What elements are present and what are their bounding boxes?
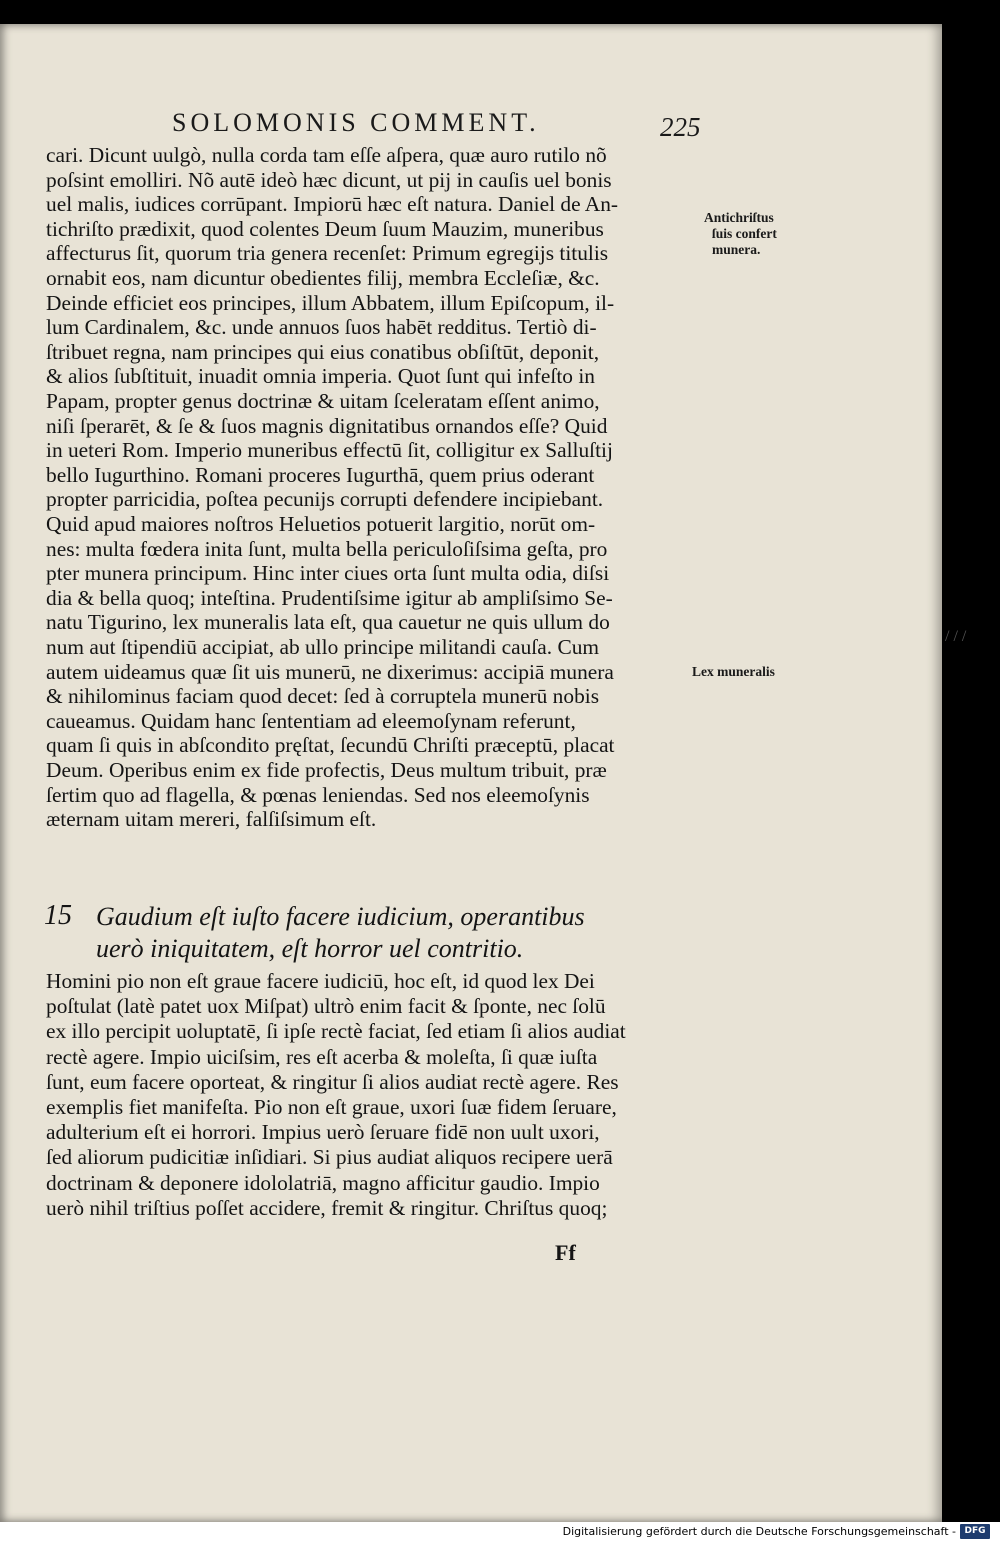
text-line: doctrinam & deponere idololatriā, magno afficitur gaudio. Impio <box>46 1171 600 1195</box>
page-number: 225 <box>660 112 701 142</box>
text-line: natu Tigurino, lex muneralis lata eſt, qua cauetur ne quis ullum do <box>46 611 610 635</box>
margin-note-line: ſuis confert <box>712 226 777 241</box>
text-line: affecturus ſit, quorum tria genera recenſet: Primum egregijs titulis <box>46 242 609 266</box>
text-line: Deinde efficiet eos principes, illum Abbatem, illum Epiſcopum, il- <box>46 291 615 315</box>
verse-line: uerò iniquitatem, eſt horror uel contritio. <box>96 934 524 963</box>
text-line: uerò nihil triſtius poſſet accidere, fremit & ringitur. Chriſtus quoq; <box>46 1196 608 1220</box>
text-line: adulterium eſt ei horrori. Impius uerò ſeruare fidē non uult uxori, <box>46 1121 600 1145</box>
text-line: in ueteri Rom. Imperio muneribus effectū ſit, colligitur ex Salluſtij <box>46 439 613 463</box>
running-head: SOLOMONIS COMMENT. <box>172 108 540 137</box>
text-line: ſtribuet regna, nam principes qui eius conatibus obſiſtūt, deponit, <box>46 340 600 364</box>
text-line: Quid apud maiores noſtros Heluetios potuerit largitio, norūt om- <box>46 513 596 536</box>
footer-credit: Digitalisierung gefördert durch die Deutsche Forschungsgemeinschaft - <box>562 1525 956 1538</box>
text-line: rectè agere. Impio uiciſsim, res eſt acerba & moleſta, ſi quæ iuſta <box>46 1045 598 1069</box>
text-line: Deum. Operibus enim ex fide profectis, Deus multum tribuit, præ <box>46 759 607 782</box>
text-line: & alios ſubſtituit, inuadit omnia imperia. Quot ſunt qui infeſto in <box>46 365 595 389</box>
text-line: tichriſto prædixit, quod colentes Deum ſuum Mauzim, muneribus <box>46 217 604 241</box>
text-line: ex illo percipit uoluptatē, ſi ipſe rectè faciat, ſed etiam ſi alios audiat <box>46 1020 626 1044</box>
text-line: uel malis, iudices corrūpant. Impiorū hæc eſt natura. Daniel de An- <box>46 193 619 217</box>
text-line: cari. Dicunt uulgò, nulla corda tam eſſe aſpera, quæ auro rutilo nõ <box>46 144 607 167</box>
footer-bar <box>0 1522 1000 1543</box>
text-line: æternam uitam mereri, falſiſsimum eſt. <box>46 808 377 832</box>
text-line: niſi ſperarēt, & ſe & ſuos magnis dignitatibus ornandos eſſe? Quid <box>46 414 608 438</box>
text-line: ſed aliorum pudicitiæ inſidiari. Si pius audiat aliquos recipere uerā <box>46 1146 613 1170</box>
text-line: poſsint emolliri. Nõ autē ideò hæc dicunt, ut pij in cauſis uel bonis <box>46 168 612 192</box>
text-line: nes: multa fœdera inita ſunt, multa bella periculoſiſsima geſta, pro <box>46 537 608 561</box>
text-line: pter munera principum. Hinc inter ciues orta ſunt multa odia, diſsi <box>46 562 610 586</box>
ink-mark: / / / <box>945 628 967 645</box>
margin-note-antichristus <box>704 210 777 258</box>
text-line: ſertim quo ad flagella, & pœnas leniendas. Sed nos eleemoſynis <box>46 783 590 807</box>
margin-note-line: Antichriſtus <box>704 210 774 225</box>
text-line: caueamus. Quidam hanc ſententiam ad eleemoſynam referunt, <box>46 709 576 733</box>
text-line: exemplis fiet manifeſta. Pio non eſt graue, uxori ſuæ fidem ſeruare, <box>46 1096 617 1119</box>
verse-line: Gaudium eſt iuſto facere iudicium, operantibus <box>96 902 585 931</box>
text-line: dia & bella quoq; inteſtina. Prudentiſsime igitur ab ampliſsimo Se- <box>46 586 613 610</box>
text-line: bello Iugurthino. Romani proceres Iugurthā, quem prius oderant <box>46 463 595 487</box>
text-line: Homini pio non eſt graue facere iudiciū, hoc eſt, id quod lex Dei <box>46 970 595 993</box>
verse-number: 15 <box>44 900 72 931</box>
text-line: quam ſi quis in abſcondito pręſtat, ſecundū Chriſti præceptū, placat <box>46 734 615 758</box>
text-line: Papam, propter genus doctrinæ & uitam ſceleratam eſſent animo, <box>46 390 600 413</box>
signature-mark: Ff <box>555 1240 576 1265</box>
dfg-logo: DFG <box>960 1524 990 1539</box>
text-line: num aut ſtipendiū accipiat, ab ullo principe militandi cauſa. Cum <box>46 636 600 659</box>
text-line: lum Cardinalem, &c. unde annuos ſuos habēt redditus. Tertiò di- <box>46 316 597 340</box>
margin-note-line: munera. <box>712 242 761 257</box>
text-line: ornabit eos, nam dicuntur obedientes filij, membra Eccleſiæ, &c. <box>46 267 600 290</box>
text-line: poſtulat (latè patet uox Miſpat) ultrò enim facit & ſponte, nec ſolū <box>46 995 606 1019</box>
text-line: & nihilominus faciam quod decet: ſed à corruptela munerū nobis <box>46 685 600 709</box>
text-line: propter parricidia, poſtea pecunijs corrupti defendere incipiebant. <box>46 488 604 512</box>
text-line: ſunt, eum facere oporteat, & ringitur ſi alios audiat rectè agere. Res <box>46 1070 619 1094</box>
text-line: autem uideamus quæ ſit uis munerū, ne dixerimus: accipiā munera <box>46 660 614 684</box>
margin-note-lex-muneralis: Lex muneralis <box>692 664 775 679</box>
